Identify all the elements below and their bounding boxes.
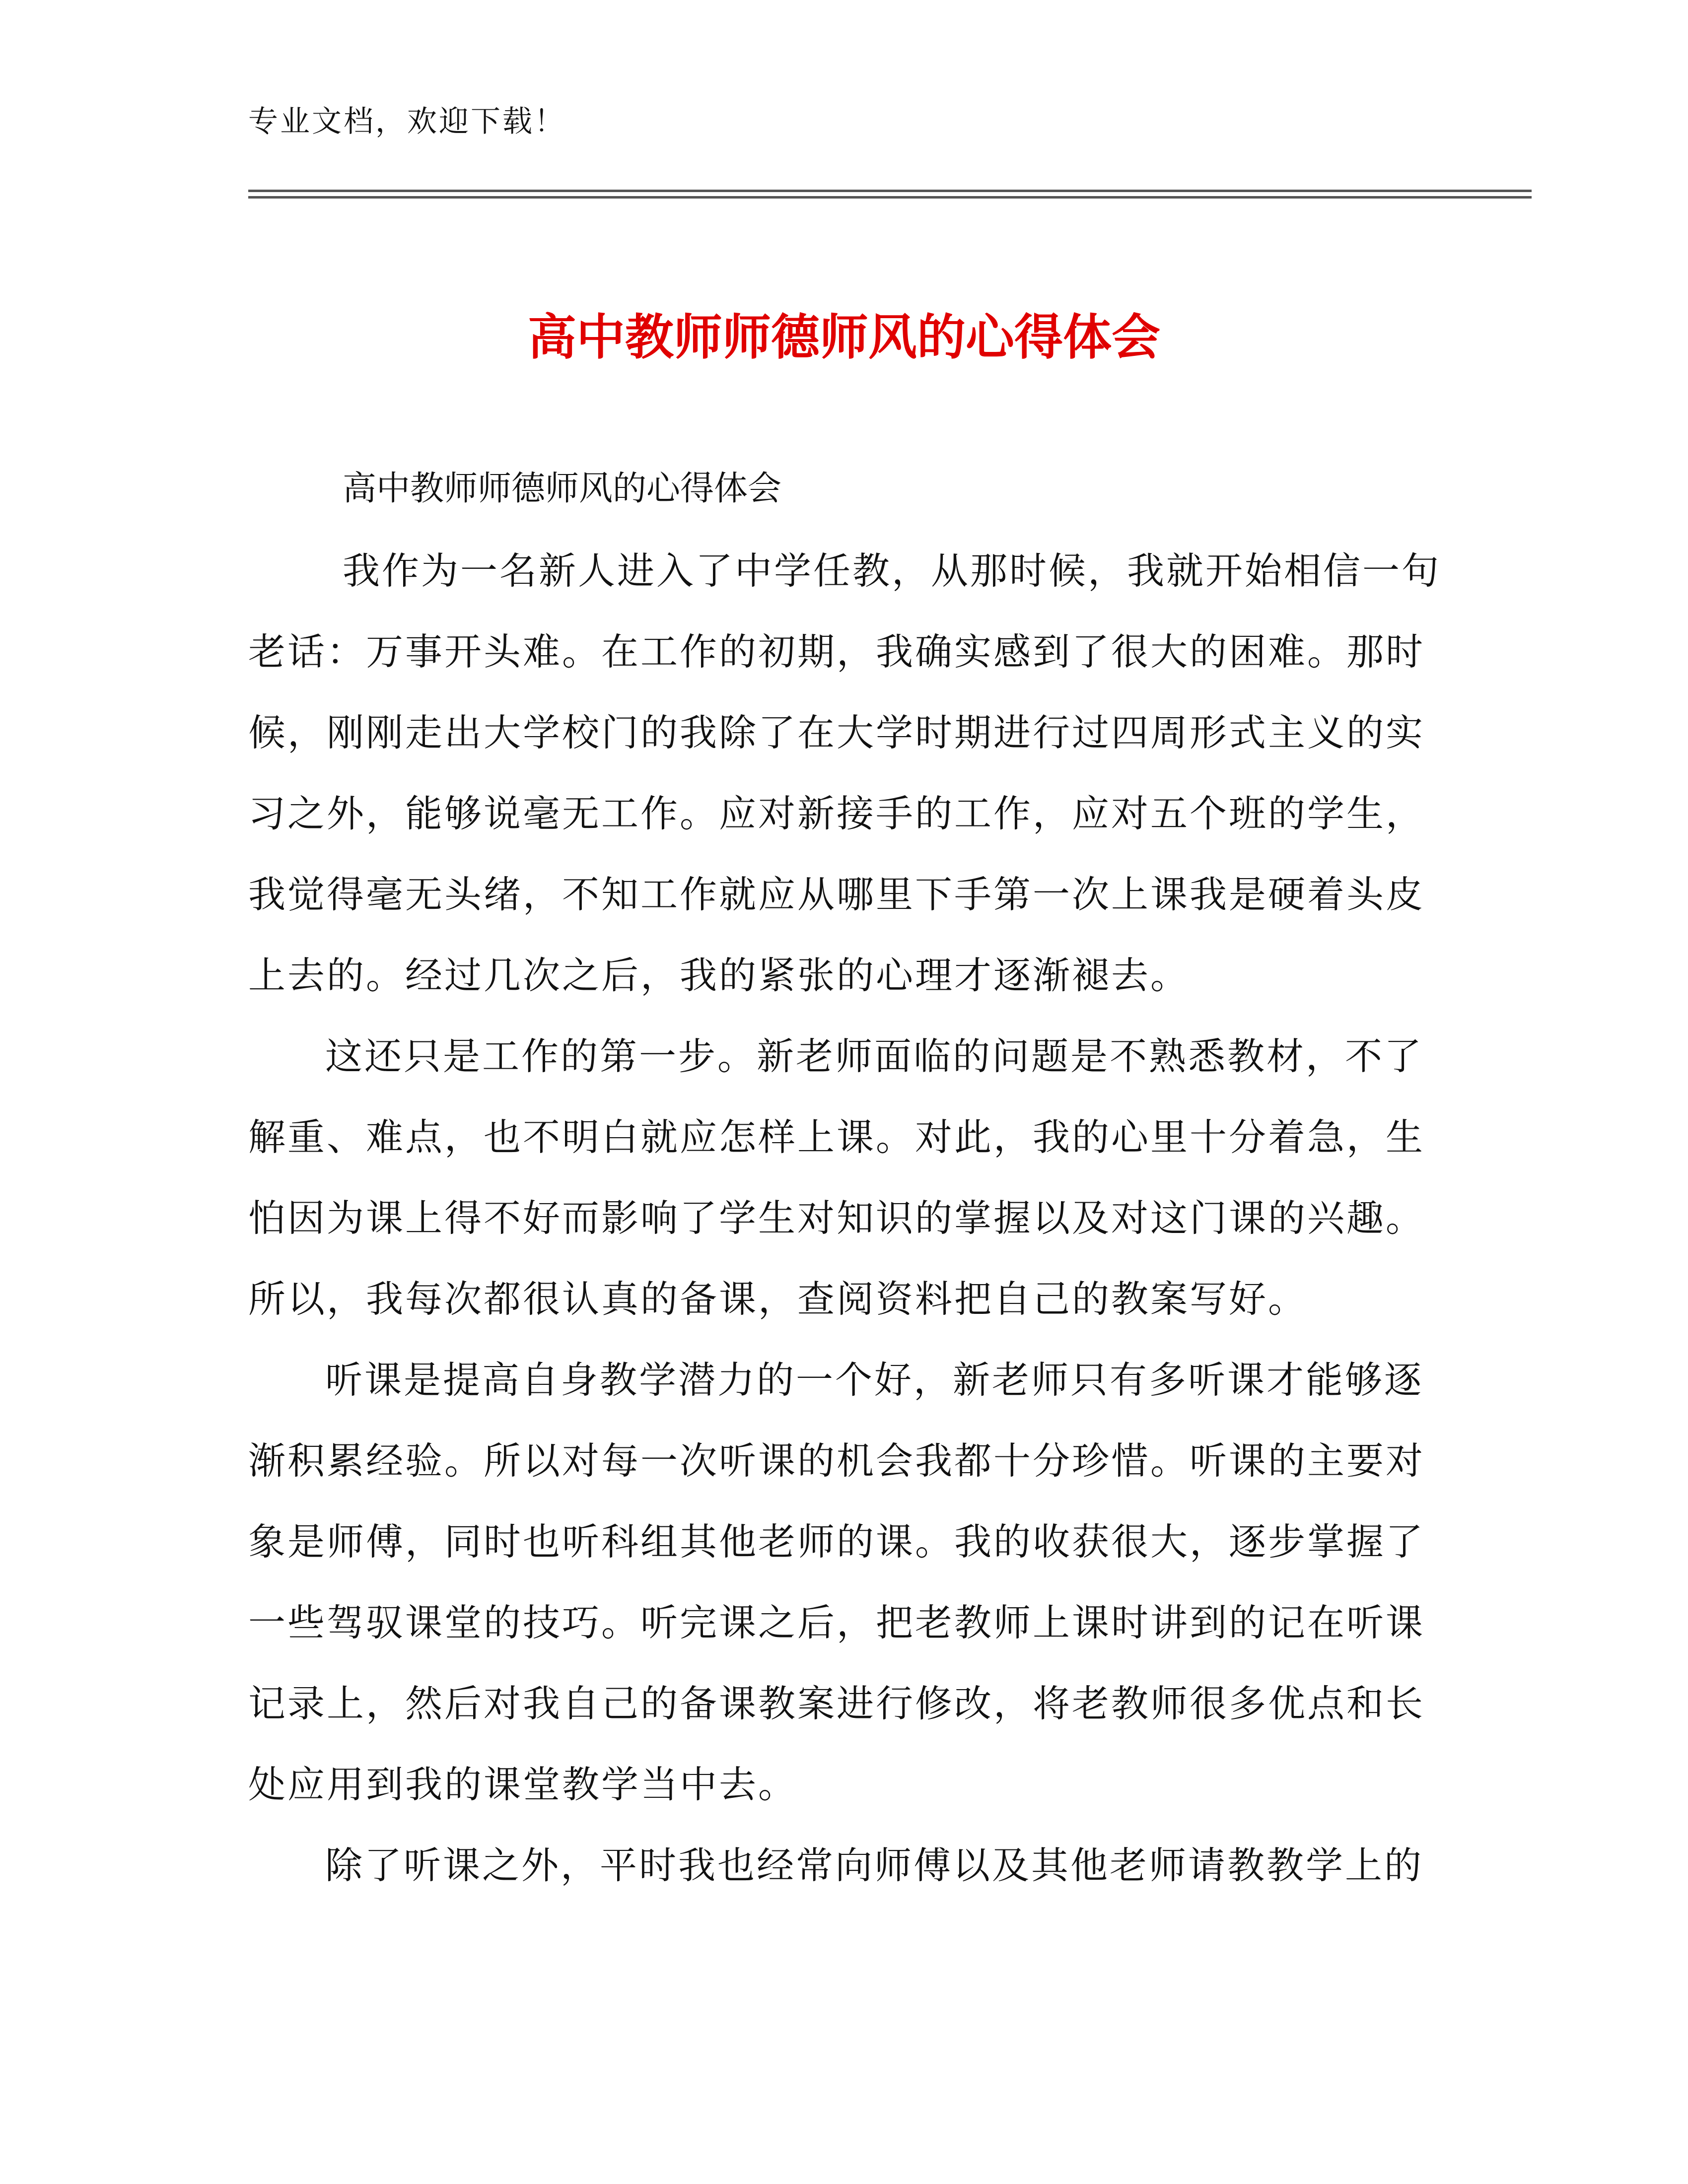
body-line: 老话：万事开头难。在工作的初期，我确实感到了很大的困难。那时 xyxy=(248,630,1425,674)
body-line: 我作为一名新人进入了中学任教，从那时候，我就开始相信一句 xyxy=(343,549,1441,593)
body-line: 除了听课之外，平时我也经常向师傅以及其他老师请教教学上的 xyxy=(325,1843,1424,1887)
body-line: 听课是提高自身教学潜力的一个好，新老师只有多听课才能够逐 xyxy=(325,1358,1424,1402)
body-line: 这还只是工作的第一步。新老师面临的问题是不熟悉教材，不了 xyxy=(325,1034,1424,1078)
body-line: 候，刚刚走出大学校门的我除了在大学时期进行过四周形式主义的实 xyxy=(248,711,1425,754)
header-divider-bottom xyxy=(248,196,1532,199)
body-line: 渐积累经验。所以对每一次听课的机会我都十分珍惜。听课的主要对 xyxy=(248,1439,1425,1483)
header-divider-top xyxy=(248,190,1532,192)
body-line: 习之外，能够说毫无工作。应对新接手的工作，应对五个班的学生， xyxy=(248,792,1425,835)
body-line: 上去的。经过几次之后，我的紧张的心理才逐渐褪去。 xyxy=(248,954,1190,997)
body-line: 一些驾驭课堂的技巧。听完课之后，把老教师上课时讲到的记在听课 xyxy=(248,1601,1425,1644)
body-line: 处应用到我的课堂教学当中去。 xyxy=(248,1763,798,1806)
document-subtitle: 高中教师师德师风的心得体会 xyxy=(343,469,782,508)
body-line: 所以，我每次都很认真的备课，查阅资料把自己的教案写好。 xyxy=(248,1277,1308,1321)
body-line: 象是师傅，同时也听科组其他老师的课。我的收获很大，逐步掌握了 xyxy=(248,1520,1425,1564)
body-line: 怕因为课上得不好而影响了学生对知识的掌握以及对这门课的兴趣。 xyxy=(248,1196,1425,1240)
document-title: 高中教师师德师风的心得体会 xyxy=(527,309,1160,366)
header-note: 专业文档，欢迎下载！ xyxy=(248,104,566,139)
body-line: 解重、难点，也不明白就应怎样上课。对此，我的心里十分着急，生 xyxy=(248,1115,1425,1159)
body-line: 记录上，然后对我自己的备课教案进行修改，将老教师很多优点和长 xyxy=(248,1682,1425,1725)
body-line: 我觉得毫无头绪，不知工作就应从哪里下手第一次上课我是硬着头皮 xyxy=(248,873,1425,916)
